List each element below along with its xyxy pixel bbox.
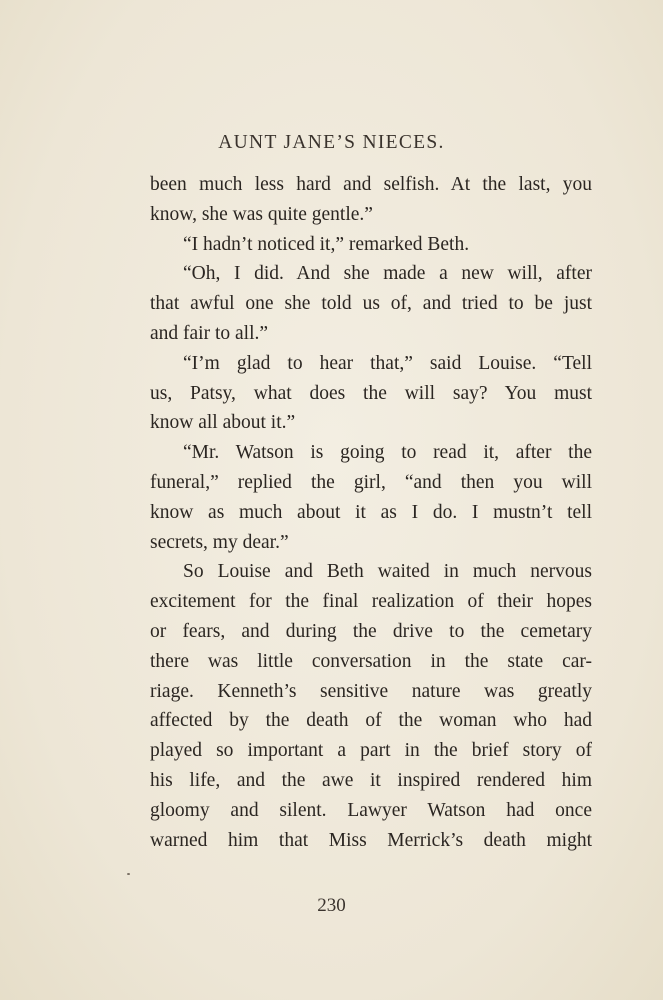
text-line: played so important a part in the brief story of [150, 740, 592, 762]
page-number: 230 [317, 895, 346, 916]
text-line: So Louise and Beth waited in much nervous [183, 561, 592, 583]
text-line: funeral,” replied the girl, “and then you will [150, 471, 592, 493]
text-line: and fair to all.” [150, 322, 269, 344]
text-line: that awful one she told us of, and tried to be just [150, 293, 592, 315]
text-line: know, she was quite gentle.” [150, 203, 373, 225]
text-line: “I hadn’t noticed it,” remarked Beth. [183, 233, 470, 255]
text-line: know as much about it as I do. I mustn’t tell [150, 501, 592, 523]
text-line: there was little conversation in the state car- [150, 650, 592, 672]
text-line: “I’m glad to hear that,” said Louise. “Tell [183, 352, 592, 374]
text-line: secrets, my dear.” [150, 531, 289, 553]
running-head: AUNT JANE’S NIECES. [218, 132, 445, 153]
text-line: warned him that Miss Merrick’s death might [150, 829, 592, 851]
text-line: gloomy and silent. Lawyer Watson had once [150, 799, 592, 821]
text-line: “Oh, I did. And she made a new will, after [183, 263, 592, 285]
text-line: know all about it.” [150, 412, 296, 434]
text-line: his life, and the awe it inspired rendered him [150, 769, 592, 791]
text-line: “Mr. Watson is going to read it, after the [183, 442, 592, 464]
body-text [150, 170, 592, 855]
text-line: affected by the death of the woman who had [150, 710, 592, 732]
text-line: us, Patsy, what does the will say? You must [150, 382, 592, 404]
paper-speck [127, 873, 130, 875]
text-line: excitement for the final realization of their hopes [150, 591, 592, 613]
text-line: or fears, and during the drive to the cemetary [150, 620, 592, 642]
text-line: been much less hard and selfish. At the last, you [150, 174, 592, 195]
text-line: riage. Kenneth’s sensitive nature was greatly [150, 680, 592, 702]
